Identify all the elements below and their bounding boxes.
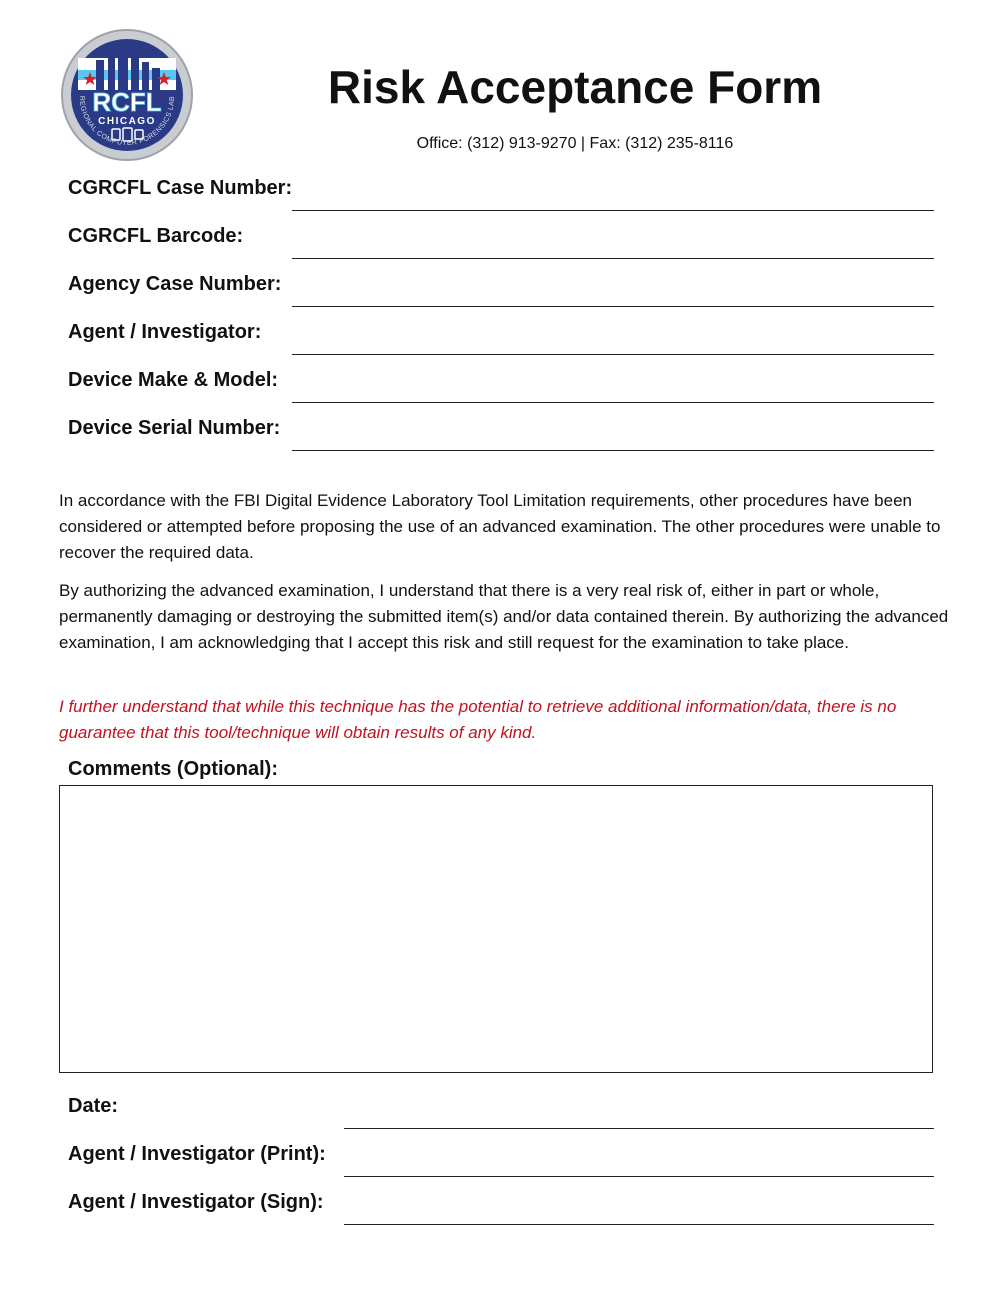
case-number-field[interactable] — [292, 210, 934, 211]
comments-textarea[interactable] — [59, 785, 933, 1073]
agency-case-number-field[interactable] — [292, 306, 934, 307]
contact-info: Office: (312) 913-9270 | Fax: (312) 235-8116 — [416, 135, 734, 152]
paragraph-no-guarantee-warning: I further understand that while this technique has the potential to retrieve additional information/data, there is no guarantee that this tool/technique will obtain results of any kind. — [59, 697, 897, 742]
comments-label: Comments (Optional): — [68, 758, 278, 780]
device-serial-number-field[interactable] — [292, 450, 934, 451]
barcode-field[interactable] — [292, 258, 934, 259]
logo-main-text: RCFL — [92, 87, 162, 117]
agency-case-number-label: Agency Case Number: — [68, 273, 282, 295]
agent-sign-field[interactable] — [344, 1224, 934, 1225]
logo-sub-text: CHICAGO — [98, 116, 156, 127]
date-field[interactable] — [344, 1128, 934, 1129]
rcfl-chicago-logo — [60, 28, 194, 162]
agent-print-label: Agent / Investigator (Print): — [68, 1143, 326, 1165]
barcode-label: CGRCFL Barcode: — [68, 225, 244, 247]
page-title: Risk Acceptance Form — [327, 61, 823, 113]
agent-investigator-field[interactable] — [292, 354, 934, 355]
date-label: Date: — [68, 1095, 119, 1117]
paragraph-risk-authorization: By authorizing the advanced examination, I understand that there is a very real risk of, either in part or whole, permanently damaging or destroying the submitted item(s) and/or data contained therein. By authorizing the advanced examination, I am acknowledging that I accept this risk and still request for the examination to take place. — [59, 581, 949, 652]
agent-sign-label: Agent / Investigator (Sign): — [68, 1191, 324, 1213]
paragraph-tool-limitation: In accordance with the FBI Digital Evidence Laboratory Tool Limitation requirements, other procedures have been considered or attempted before proposing the use of an advanced examination. The other procedures were unable to recover the required data. — [59, 491, 941, 562]
agent-investigator-label: Agent / Investigator: — [68, 321, 262, 343]
agent-print-field[interactable] — [344, 1176, 934, 1177]
device-make-model-field[interactable] — [292, 402, 934, 403]
case-number-label: CGRCFL Case Number: — [68, 177, 293, 199]
device-make-model-label: Device Make & Model: — [68, 369, 279, 391]
device-serial-number-label: Device Serial Number: — [68, 417, 281, 439]
logo-ring-text: REGIONAL COMPUTER FORENSICS LAB — [77, 95, 177, 148]
